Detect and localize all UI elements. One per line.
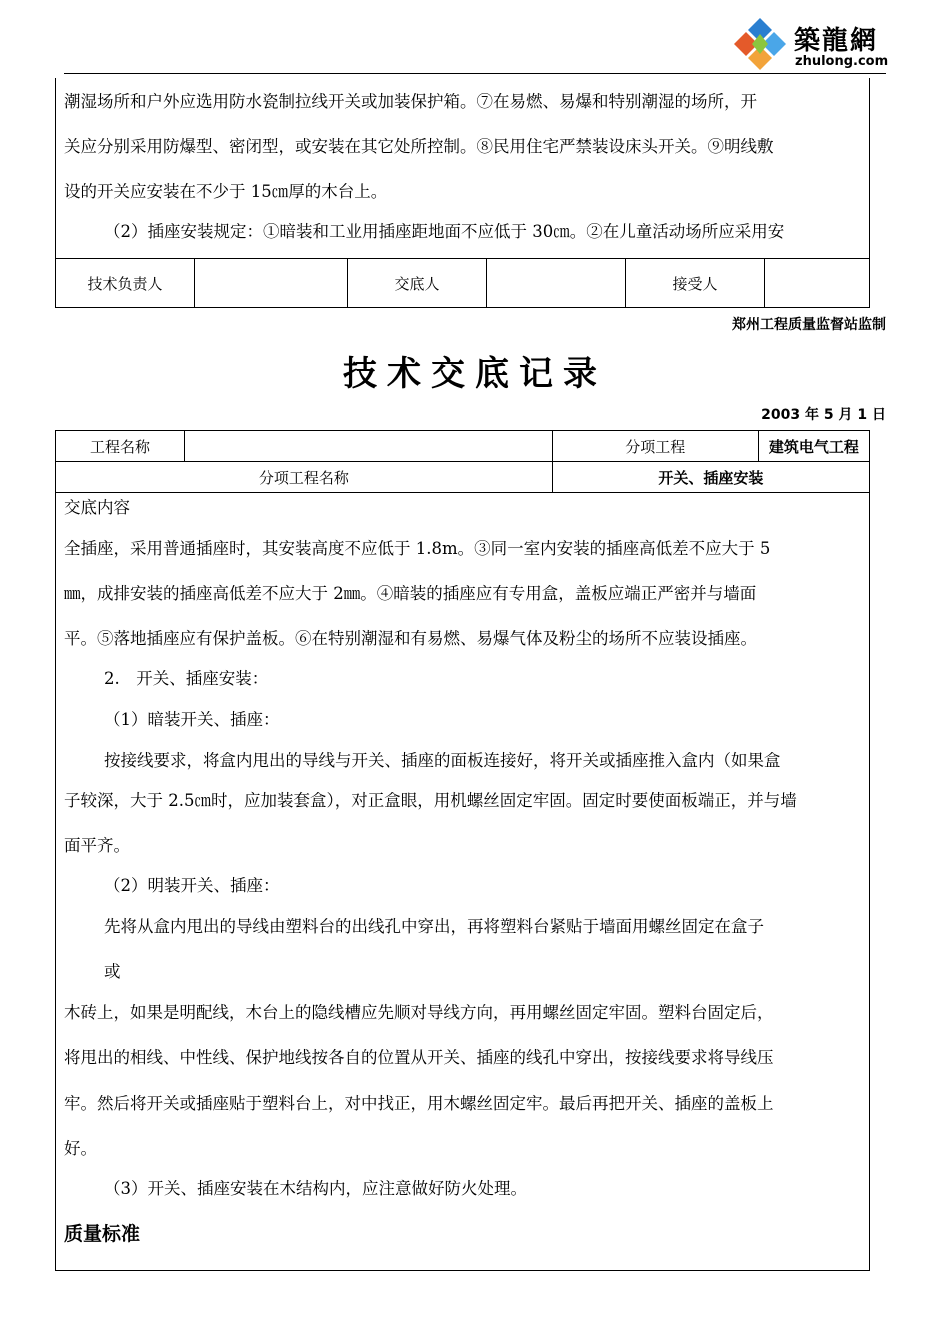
top-line-4: （2）插座安装规定：①暗装和工业用插座距地面不应低于 30㎝。②在儿童活动场所应采用安 <box>104 222 785 241</box>
top-line-3: 设的开关应安装在不少于 15㎝厚的木台上。 <box>64 182 388 201</box>
content-line-11: 或 <box>104 962 121 981</box>
signature-table <box>55 258 870 308</box>
document-date: 2003 年 5 月 1 日 <box>761 407 886 423</box>
content-line-12: 木砖上，如果是明配线，木台上的隐线槽应先顺对导线方向，再用螺丝固定牢固。塑料台固定后， <box>64 1003 774 1022</box>
content-line-7: 子较深，大于 2.5㎝时，应加装套盒），对正盒眼，用机螺丝固定牢固。固定时要使面板端正，并与墙 <box>64 791 797 810</box>
sub-project-name-value: 开关、插座安装 <box>552 462 869 493</box>
content-line-6: 按接线要求，将盒内甩出的导线与开关、插座的面板连接好，将开关或插座推入盒内（如果盒 <box>104 751 781 770</box>
content-heading: 交底内容 <box>64 498 130 517</box>
handover-label: 交底人 <box>348 259 487 308</box>
sub-project-value: 建筑电气工程 <box>758 431 869 462</box>
tech-lead-signature-cell[interactable] <box>195 259 348 308</box>
content-line-2: ㎜，成排安装的插座高低差不应大于 2㎜。④暗装的插座应有专用盒，盖板应端正严密并与墙面 <box>64 584 757 603</box>
content-line-14: 牢。然后将开关或插座贴于塑料台上，对中找正，用木螺丝固定牢。最后再把开关、插座的盖板上 <box>64 1094 774 1113</box>
logo-domain: zhulong.com <box>795 54 889 69</box>
content-line-15: 好。 <box>64 1139 97 1158</box>
handover-signature-cell[interactable] <box>487 259 626 308</box>
header-rule <box>64 73 886 74</box>
quality-heading: 质量标准 <box>64 1223 141 1245</box>
content-line-4: 2. 开关、插座安装： <box>104 669 269 688</box>
diamond-logo-icon <box>732 16 788 72</box>
top-line-1: 潮湿场所和户外应选用防水瓷制拉线开关或加装保护箱。⑦在易燃、易爆和特别潮湿的场所，开 <box>64 92 757 111</box>
receiver-signature-cell[interactable] <box>765 259 870 308</box>
content-line-16: （3）开关、插座安装在木结构内，应注意做好防火处理。 <box>104 1179 527 1198</box>
project-name-label: 工程名称 <box>56 431 185 462</box>
info-table <box>55 430 870 493</box>
content-line-10: 先将从盒内甩出的导线由塑料台的出线孔中穿出，再将塑料台紧贴于墙面用螺丝固定在盒子 <box>104 917 764 936</box>
sub-project-label: 分项工程 <box>552 431 758 462</box>
content-line-1: 全插座，采用普通插座时，其安装高度不应低于 1.8m。③同一室内安装的插座高低差不应大于 5 <box>64 539 771 558</box>
receiver-label: 接受人 <box>626 259 765 308</box>
content-line-8: 面平齐。 <box>64 836 130 855</box>
content-line-9: （2）明装开关、插座： <box>104 876 280 895</box>
zhulong-logo <box>732 14 892 76</box>
sub-project-name-label: 分项工程名称 <box>56 462 553 493</box>
document-title: 技术交底记录 <box>343 354 607 394</box>
tech-lead-label: 技术负责人 <box>56 259 195 308</box>
content-line-5: （1）暗装开关、插座： <box>104 710 280 729</box>
project-name-value[interactable] <box>185 431 553 462</box>
content-line-13: 将甩出的相线、中性线、保护地线按各自的位置从开关、插座的线孔中穿出，按接线要求将导线压 <box>64 1048 774 1067</box>
top-line-2: 关应分别采用防爆型、密闭型，或安装在其它处所控制。⑧民用住宅严禁装设床头开关。⑨明线敷 <box>64 137 774 156</box>
logo-chinese-name: 築龍網 <box>794 26 879 56</box>
content-line-3: 平。⑤落地插座应有保护盖板。⑥在特别潮湿和有易燃、易爆气体及粉尘的场所不应装设插座。 <box>64 629 757 648</box>
supervisor-note: 郑州工程质量监督站监制 <box>732 317 886 333</box>
